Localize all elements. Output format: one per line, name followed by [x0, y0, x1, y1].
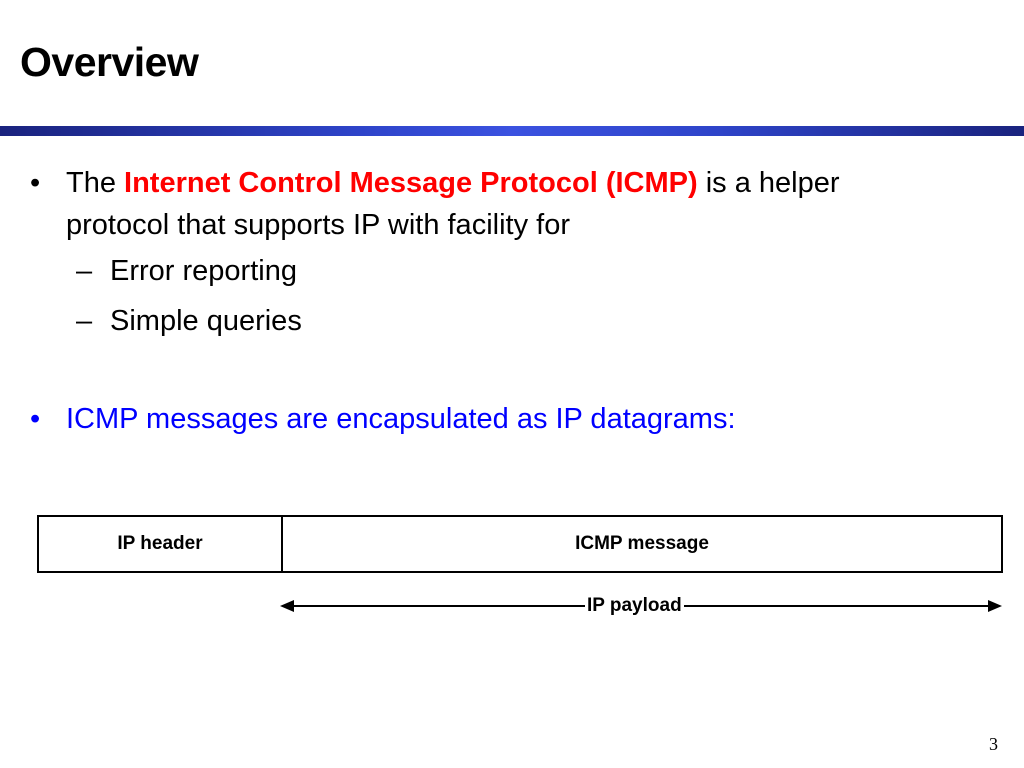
payload-arrow-right-head: [988, 600, 1002, 612]
bullet-text: [66, 162, 926, 246]
page-number: 3: [989, 734, 998, 754]
payload-arrow-left-head: [280, 600, 294, 612]
sub-bullet-text: Simple queries: [110, 305, 302, 337]
bullet-suffix: is a helper protocol that supports IP with facility for: [66, 167, 840, 241]
icmp-message-segment: ICMP message: [575, 533, 709, 554]
sub-bullet-text: Error reporting: [110, 255, 297, 287]
bullet-symbol: •: [30, 167, 41, 199]
ip-payload-label: IP payload: [587, 595, 682, 616]
sub-bullet-symbol: –: [76, 255, 93, 287]
title-rule: [0, 126, 1024, 136]
icmp-highlight: Internet Control Message Protocol (ICMP): [124, 167, 698, 199]
bullet-text: ICMP messages are encapsulated as IP datagrams:: [66, 403, 736, 435]
bullet-prefix: The: [66, 167, 125, 199]
ip-header-segment: IP header: [39, 517, 283, 571]
slide-title: Overview: [20, 39, 199, 85]
sub-bullet-symbol: –: [76, 305, 93, 337]
ip-datagram-diagram: [37, 515, 1003, 573]
bullet-symbol: •: [30, 403, 41, 435]
